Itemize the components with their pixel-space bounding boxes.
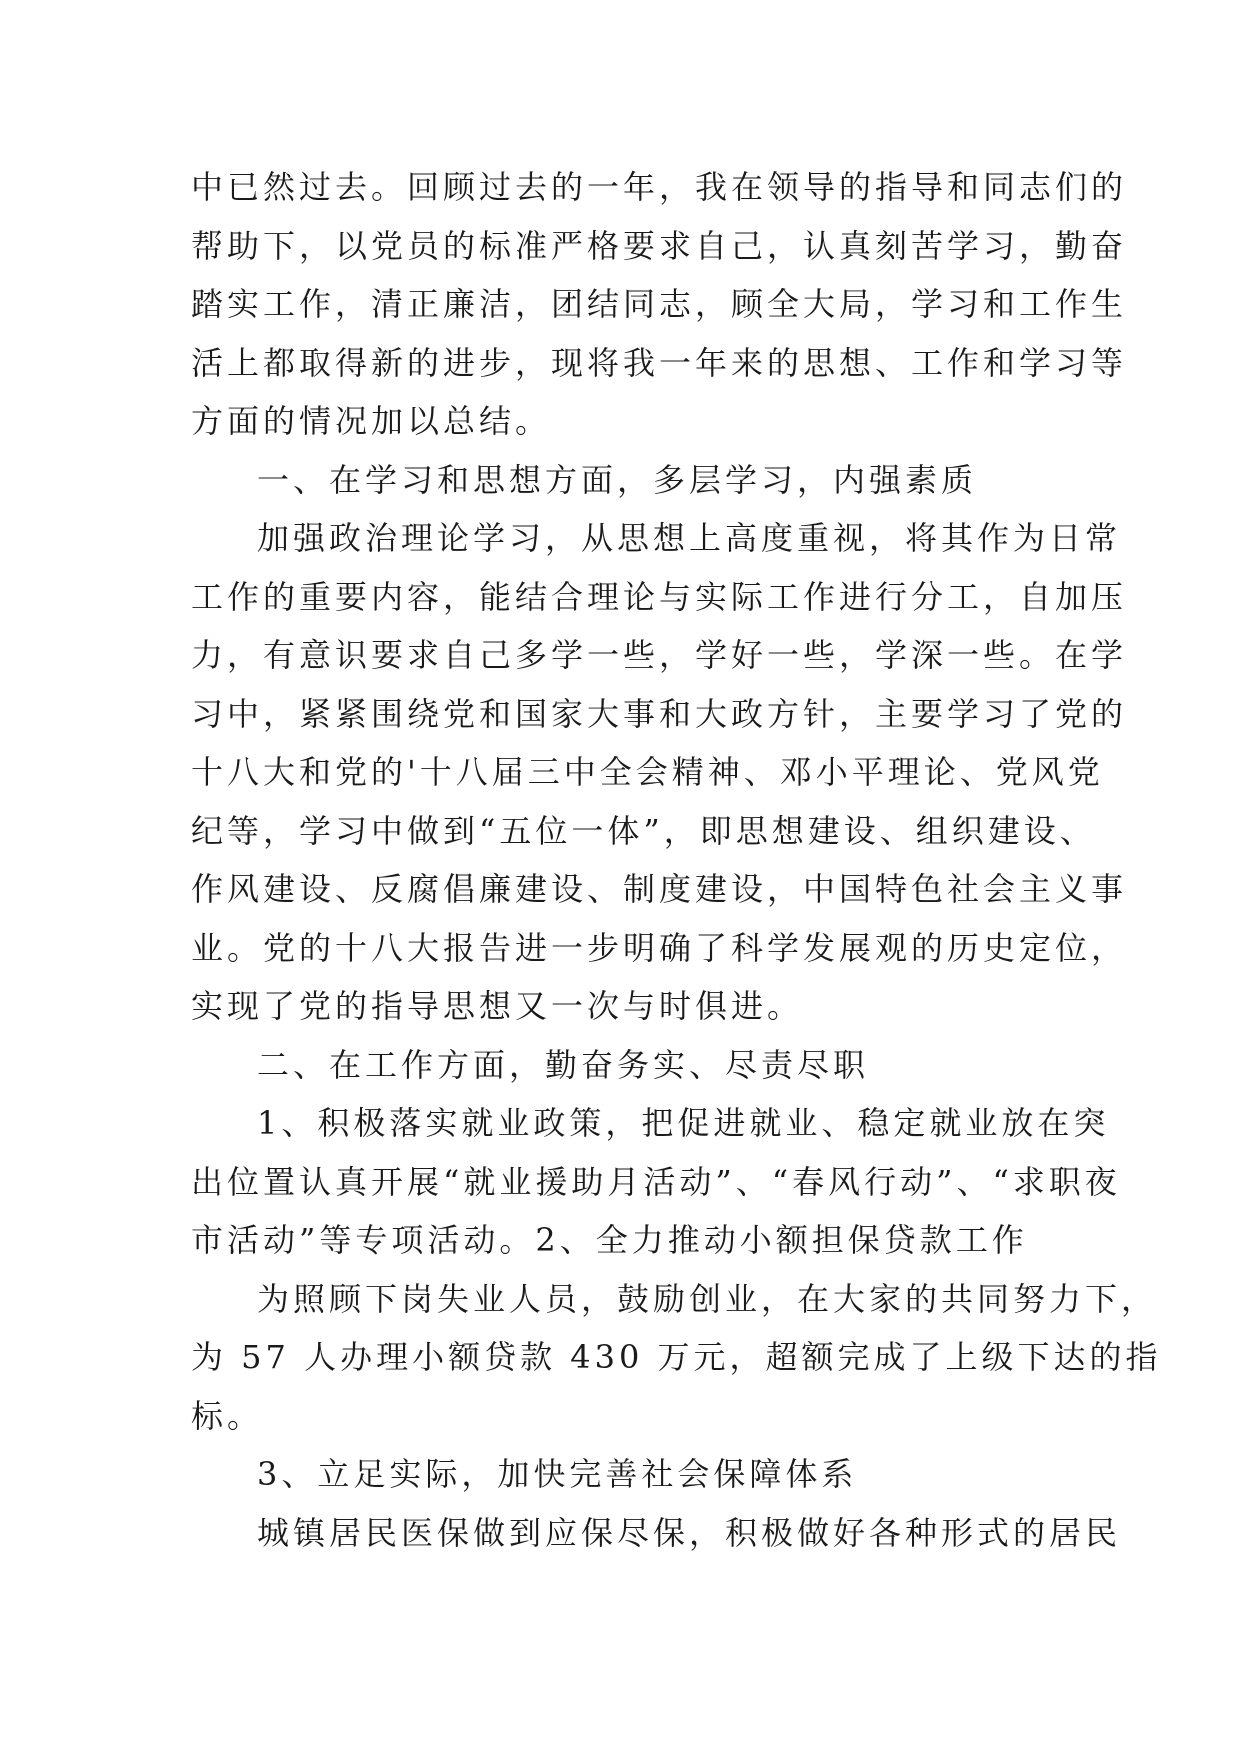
text-line: 标。 (191, 1396, 264, 1435)
section-heading-2: 二、在工作方面，勤奋务实、尽责尽职 (257, 1045, 870, 1084)
text-line: 城镇居民医保做到应保尽保，积极做好各种形式的居民 (257, 1513, 1122, 1552)
text-line: 为 57 人办理小额贷款 430 万元，超额完成了上级下达的指 (191, 1338, 1162, 1376)
document-body (191, 158, 1162, 1562)
text-line: 出位置认真开展“就业援助月活动”、“春风行动”、“求职夜 (191, 1162, 1121, 1201)
section-heading-1: 一、在学习和思想方面，多层学习，内强素质 (257, 460, 978, 499)
text-line: 力，有意识要求自己多学一些，学好一些，学深一些。在学 (191, 636, 1128, 674)
text-line: 踏实工作，清正廉洁，团结同志，顾全大局，学习和工作生 (191, 285, 1128, 323)
subsection-heading-3: 3、立足实际，加快完善社会保障体系 (257, 1455, 858, 1493)
text-line: 活上都取得新的进步，现将我一年来的思想、工作和学习等 (191, 343, 1128, 382)
text-line: 习中，紧紧围绕党和国家大事和大政方针，主要学习了党的 (191, 694, 1128, 733)
text-line: 市活动”等专项活动。2、全力推动小额担保贷款工作 (191, 1221, 1028, 1259)
text-line: 方面的情况加以总结。 (191, 402, 552, 440)
text-line: 实现了党的指导思想又一次与时俱进。 (191, 987, 804, 1025)
text-line: 1、积极落实就业政策，把促进就业、稳定就业放在突 (257, 1104, 1110, 1142)
text-line: 工作的重要内容，能结合理论与实际工作进行分工，自加压 (191, 577, 1128, 616)
text-line: 十八大和党的'十八届三中全会精神、邓小平理论、党风党 (191, 753, 1104, 791)
text-line: 纪等，学习中做到“五位一体”，即思想建设、组织建设、 (191, 811, 1096, 850)
text-line: 作风建设、反腐倡廉建设、制度建设，中国特色社会主义事 (191, 870, 1128, 908)
text-line: 中已然过去。回顾过去的一年，我在领导的指导和同志们的 (191, 168, 1128, 206)
text-line: 为照顾下岗失业人员，鼓励创业，在大家的共同努力下， (257, 1279, 1158, 1318)
text-line: 加强政治理论学习，从思想上高度重视，将其作为日常 (257, 519, 1122, 557)
text-line: 业。党的十八大报告进一步明确了科学发展观的历史定位， (191, 928, 1128, 967)
text-line: 帮助下，以党员的标准严格要求自己，认真刻苦学习，勤奋 (191, 226, 1128, 265)
